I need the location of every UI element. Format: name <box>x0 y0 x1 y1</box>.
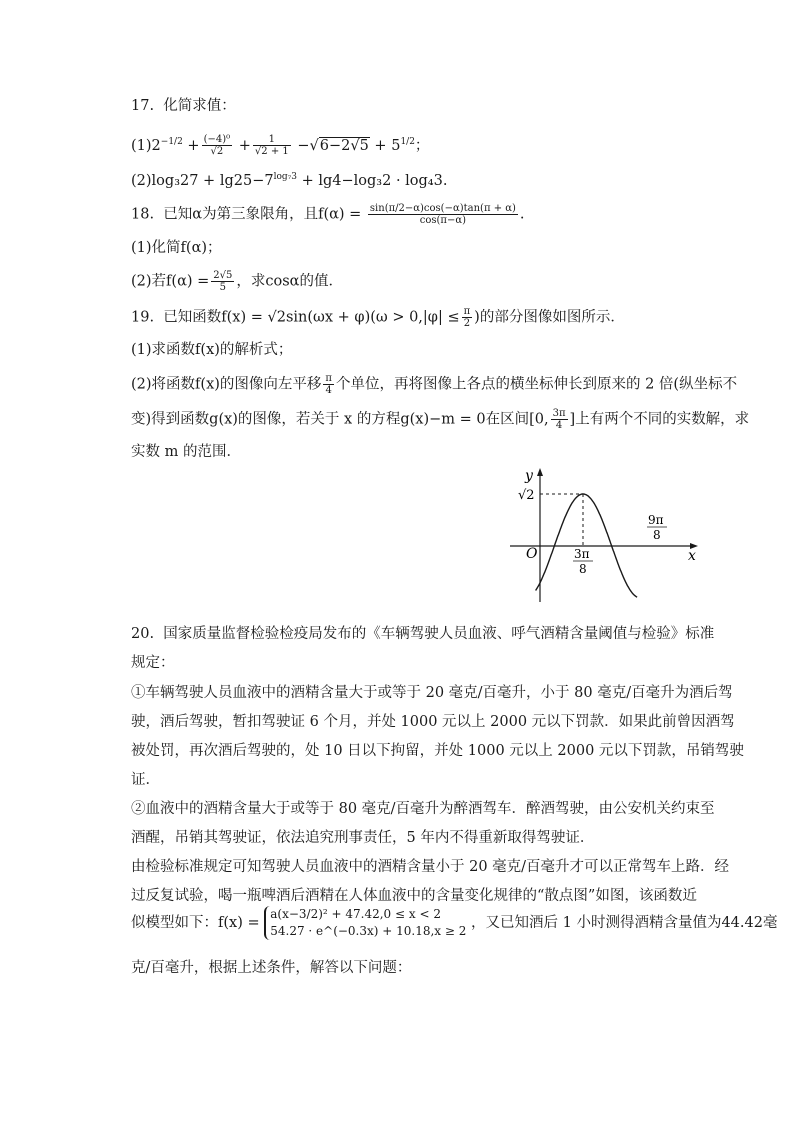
q20-item1-l2: 驶，酒后驾驶，暂扣驾驶证 6 个月，并处 1000 元以上 2000 元以下罚款．如果此前曾因酒驾 <box>131 714 735 730</box>
tick2-num: 9π <box>648 513 664 527</box>
q20-last: 克/百毫升，根据上述条件，解答以下问题： <box>131 960 412 976</box>
q20-item1-l4: 证． <box>131 772 160 788</box>
q20-item1-l3: 被处罚，再次酒后驾驶的，处 10 日以下拘留，并处 1000 元以上 2000 元以下罚款，吊销驾驶 <box>131 743 744 759</box>
q20-item2-l1: ②血液中的酒精含量大于或等于 80 毫克/百毫升为醉酒驾车．醉酒驾驶，由公安机关约束至 <box>131 801 715 817</box>
q20-line2: 规定： <box>131 655 175 671</box>
q20-line1: 20. 国家质量监督检验检疫局发布的《车辆驾驶人员血液、呼气酒精含量阈值与检验》标准 <box>131 626 715 642</box>
q20-item1-l1: ①车辆驾驶人员血液中的酒精含量大于或等于 20 毫克/百毫升，小于 80 毫克/百毫升为酒后驾 <box>131 685 733 701</box>
q17-part2: $(2)\log_327 + \lg 25-7^{log_73} + \lg 4-\log_32 \cdot \log_43$. <box>131 172 448 189</box>
q20-item2-l2: 酒醒，吊销其驾驶证，依法追究刑事责任，5 年内不得重新取得驾驶证． <box>131 830 595 846</box>
q18-part1: (1)化简f(α)； <box>131 240 222 256</box>
q17-title: 17. 化简求值： <box>131 98 236 114</box>
x-axis-label: x <box>688 548 696 564</box>
q19-part2-line1: (2)将函数f(x)的图像向左平移 $\frac{\pi}{4}$ 个单位，再将图像上各点的横坐标伸长到原来的 2 倍(纵坐标不 <box>131 373 738 396</box>
q19-part1: (1)求函数f(x)的解析式； <box>131 342 293 358</box>
q19-part2-line3: 实数 m 的范围． <box>131 444 241 460</box>
q17-part1: $(1)2^{-1/2}$ + $\frac{\text{(−4)⁰}}{√2}$ + $\frac{1}{√2 + 1}$ $-√6-2√5 + 5^{1/2}$； <box>131 134 430 158</box>
q20-para-l1: 由检验标准规定可知驾驶人员血液中的酒精含量小于 20 毫克/百毫升才可以正常驾车上路．经 <box>131 859 730 875</box>
max-label: √2 <box>518 488 535 503</box>
q19-part2-line2: 变)得到函数g(x)的图像，若关于 x 的方程g(x)−m = 0在区间[0, $\frac{3\pi}{4}$ ]上有两个不同的实数解，求 <box>131 408 750 431</box>
q20-model: 似模型如下：f(x) = a(x−3/2)² + 47.42,0 ≤ x < 2 54.27 · e^(−0.3x) + 10.18,x ≥ 2 ，又已知酒后 1 小时测得酒精含量值为44.42毫 <box>131 907 778 938</box>
q18-stem: 18. 已知α为第三象限角，且f(α) = $\frac{\sin(\pi/2-\alpha)\cos(-\alpha)\tan(\pi + \alpha)}{\cos(\pi-\alpha)}$ . <box>131 203 525 226</box>
q19-stem: 19. 已知函数f(x) = √2sin(ωx + φ)(ω > 0,|φ| ≤ $\frac{\pi}{2}$ )的部分图像如图所示． <box>131 306 625 329</box>
sine-graph <box>510 466 700 606</box>
y-axis-arrow <box>537 468 543 476</box>
tick2-den: 8 <box>653 528 661 542</box>
y-axis-label: y <box>525 468 533 484</box>
tick1-num: 3π <box>574 547 590 561</box>
piecewise-brace: a(x−3/2)² + 47.42,0 ≤ x < 2 54.27 · e^(−0.3x) + 10.18,x ≥ 2 <box>264 906 466 940</box>
q20-para-l2: 过反复试验，喝一瓶啤酒后酒精在人体血液中的含量变化规律的“散点图”如图，该函数近 <box>131 888 697 904</box>
origin-label: O <box>526 546 538 562</box>
tick1-den: 8 <box>579 562 587 576</box>
q18-part2: (2)若f(α) = $\frac{2√5}{5}$ ，求cosα的值． <box>131 270 343 293</box>
